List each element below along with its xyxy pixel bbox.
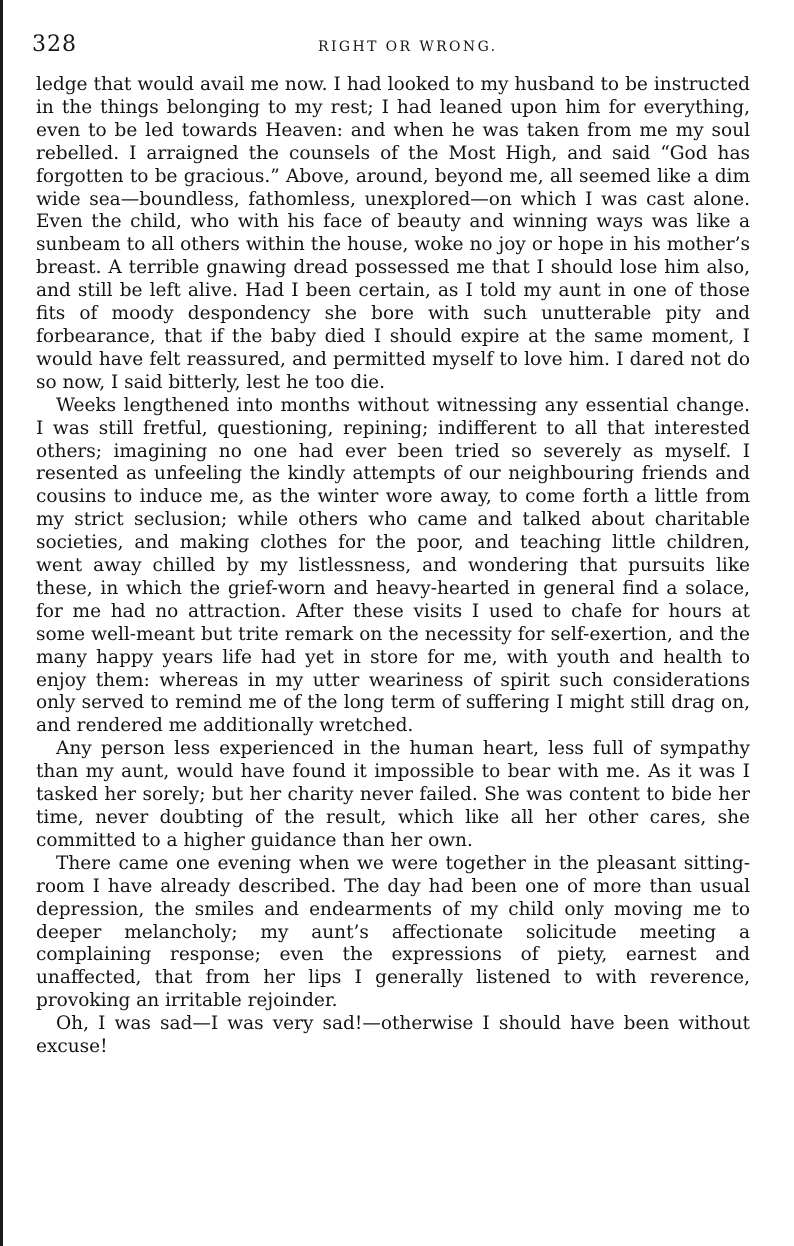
paragraph: Weeks lengthened into months without witnessing any essential change. I was still fretful, questioning, repining; indifferent to all that interested others; imagining no one had ever been tried so severely as myself. I resented as unfeeling the kindly attempts of our neighbouring friends and cousins to induce me, as the winter wore away, to come forth a little from my strict seclusion; while others who came and talked about charitable societies, and making clothes for the poor, and teaching little children, went away chilled by my listlessness, and wondering that pursuits like these, in which the grief-worn and heavy-hearted in general find a solace, for me had no attraction. After these visits I used to chafe for hours at some well-meant but trite remark on the necessity for self-exertion, and the many happy years life had yet in store for me, with youth and health to enjoy them: whereas in my utter weariness of spirit such considerations only served to remind me of the long term of suffering I might still drag on, and rendered me additionally wretched.: [36, 394, 750, 737]
paragraph: There came one evening when we were together in the pleasant sitting-room I have already described. The day had been one of more than usual depression, the smiles and endearments of my child only moving me to deeper melancholy; my aunt’s affectionate solicitude meeting a complaining response; even the expressions of piety, earnest and unaffected, that from her lips I generally listened to with reverence, provoking an irritable rejoinder.: [36, 852, 750, 1012]
binding-edge: [0, 0, 3, 1246]
running-title: RIGHT OR WRONG.: [318, 39, 498, 55]
page-number: 328: [32, 32, 77, 57]
paragraph-continued: ledge that would avail me now. I had looked to my husband to be instructed in the things belonging to my rest; I had leaned upon him for everything, even to be led towards Heaven: and when he was taken from me my soul rebelled. I arraigned the counsels of the Most High, and said “God has forgotten to be gracious.” Above, around, beyond me, all seemed like a dim wide sea—boundless, fathomless, unexplored—on which I was cast alone. Even the child, who with his face of beauty and winning ways was like a sunbeam to all others within the house, woke no joy or hope in his mother’s breast. A terrible gnawing dread possessed me that I should lose him also, and still be left alive. Had I been certain, as I told my aunt in one of those fits of moody despondency she bore with such unutterable pity and forbearance, that if the baby died I should expire at the same moment, I would have felt reassured, and permitted myself to love him. I dared not do so now, I said bitterly, lest he too die.: [36, 74, 750, 393]
paragraph: Any person less experienced in the human heart, less full of sympathy than my aunt, would have found it impossible to bear with me. As it was I tasked her sorely; but her charity never failed. She was content to bide her time, never doubting of the result, which like all her other cares, she committed to a higher guidance than her own.: [36, 738, 750, 851]
running-head: [32, 32, 750, 62]
body-text: [36, 74, 750, 1059]
paragraph: Oh, I was sad—I was very sad!—otherwise I should have been without excuse!: [36, 1013, 750, 1058]
